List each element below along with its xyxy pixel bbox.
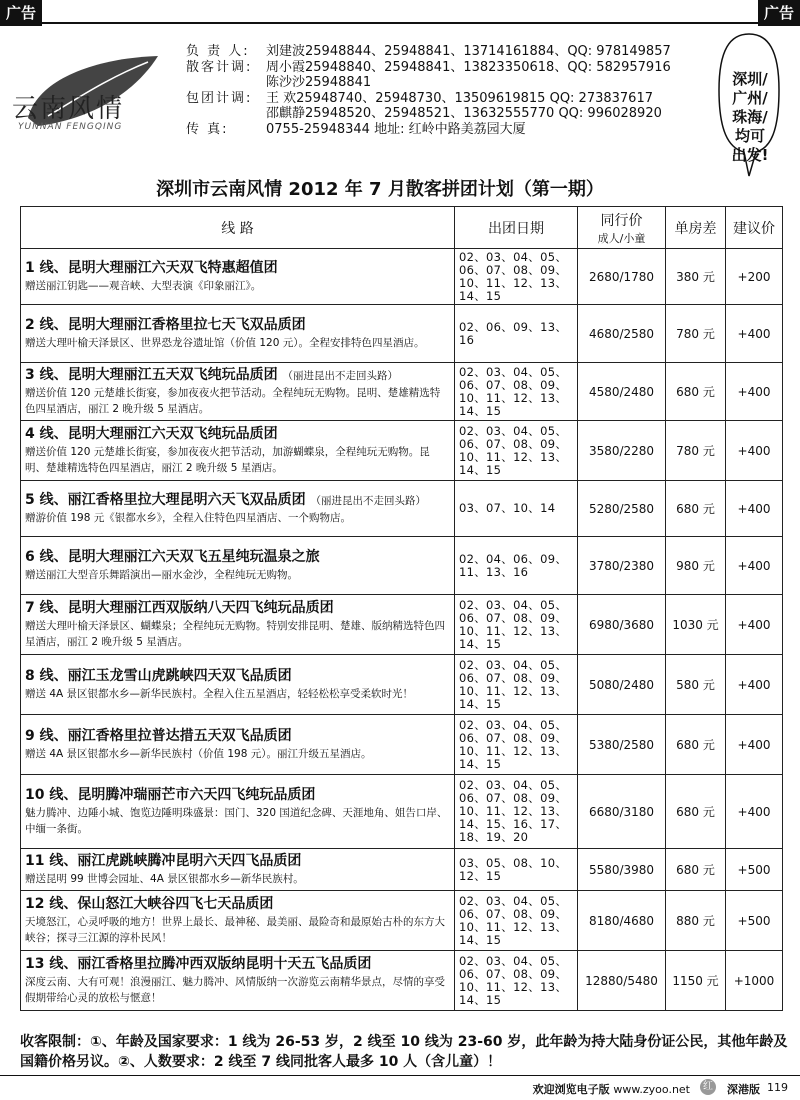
- contact-text: 周小霞25948840、25948841、13823350618、QQ: 582957916: [266, 59, 671, 75]
- route-name: [25, 955, 450, 974]
- route-cell: [21, 715, 455, 775]
- route-name: [25, 548, 450, 567]
- booking-limits: 收客限制：①、年龄及国家要求：1 线为 26-53 岁，2 线至 10 线为 23-60 岁，此年龄为持大陆身份证公民，其他年龄及国籍价格另议。②、人数要求：2 线至 7 线同批客人最多 10 人（含儿童）！: [20, 1034, 788, 1070]
- table-row: [21, 481, 783, 537]
- departure-dates: 02、03、04、05、06、07、08、09、10、11、12、13、14、15: [455, 595, 578, 655]
- route-title: 13 线、丽江香格里拉腾冲西双版纳昆明十天五飞品质团: [25, 956, 372, 972]
- table-row: [21, 537, 783, 595]
- peer-price: 3580/2280: [578, 421, 666, 481]
- suggested-price: +400: [726, 481, 783, 537]
- contact-line: [186, 122, 671, 138]
- route-name: [25, 727, 450, 746]
- footer-web: [533, 1081, 690, 1097]
- header-dates: 出团日期: [455, 207, 578, 249]
- footer-web-label: 欢迎浏览电子版: [532, 1083, 610, 1096]
- table-row: [21, 595, 783, 655]
- suggested-price: +400: [726, 537, 783, 595]
- single-supplement: 780 元: [666, 305, 726, 363]
- route-cell: [21, 421, 455, 481]
- table-row: [21, 421, 783, 481]
- route-name: [25, 491, 450, 510]
- contact-line: [186, 75, 671, 91]
- bubble-line: 深圳/: [732, 70, 768, 88]
- contact-block: [186, 44, 671, 137]
- peer-price: 2680/1780: [578, 249, 666, 305]
- suggested-price: +200: [726, 249, 783, 305]
- route-note: （丽进昆出不走回头路）: [310, 495, 426, 507]
- table-row: [21, 363, 783, 421]
- route-description: 深度云南、大有可观！浪漫丽江、魅力腾冲、风情版纳一次游览云南精华景点，尽情的享受假期带给心灵的放松与惬意！: [25, 976, 445, 1004]
- header-suggested-price: 建议价: [726, 207, 783, 249]
- departure-dates: 02、04、06、09、11、13、16: [455, 537, 578, 595]
- departure-dates: 02、03、04、05、06、07、08、09、10、11、12、13、14、15、16、17、18、19、20: [455, 775, 578, 849]
- route-cell: [21, 775, 455, 849]
- contact-text: 王 欢25948740、25948730、13509619815 QQ: 273837617: [266, 90, 653, 106]
- header-price: [578, 207, 666, 249]
- peer-price: 6680/3180: [578, 775, 666, 849]
- peer-price: 3780/2380: [578, 537, 666, 595]
- route-description: 赠送 4A 景区银都水乡—新华民族村（价值 198 元）。丽江升级五星酒店。: [25, 748, 372, 760]
- route-cell: [21, 481, 455, 537]
- contact-label: 传 真:: [186, 121, 229, 137]
- departure-dates: 02、06、09、13、16: [455, 305, 578, 363]
- route-title: 11 线、丽江虎跳峡腾冲昆明六天四飞品质团: [25, 853, 302, 869]
- suggested-price: +400: [726, 305, 783, 363]
- route-title: 6 线、昆明大理丽江六天双飞五星纯玩温泉之旅: [25, 549, 320, 565]
- peer-price: 12880/5480: [578, 951, 666, 1011]
- route-cell: [21, 249, 455, 305]
- table-row: [21, 951, 783, 1011]
- table-header-row: [21, 207, 783, 249]
- contact-line: [186, 44, 671, 60]
- route-title: 7 线、昆明大理丽江西双版纳八天四飞纯玩品质团: [25, 600, 334, 616]
- route-title: 1 线、昆明大理丽江六天双飞特惠超值团: [25, 260, 278, 276]
- route-cell: [21, 595, 455, 655]
- page-title: 深圳市云南风情 2012 年 7 月散客拼团计划（第一期）: [156, 179, 604, 200]
- route-name: [25, 259, 450, 278]
- footer-url[interactable]: www.zyoo.net: [613, 1083, 690, 1096]
- departure-dates: 02、03、04、05、06、07、08、09、10、11、12、13、14、15: [455, 249, 578, 305]
- departure-dates: 02、03、04、05、06、07、08、09、10、11、12、13、14、15: [455, 715, 578, 775]
- suggested-price: +500: [726, 891, 783, 951]
- route-title: 5 线、丽江香格里拉大理昆明六天飞双品质团: [25, 492, 306, 508]
- ad-tag-right: 广告: [758, 0, 800, 26]
- tour-schedule-table: [20, 206, 783, 1011]
- suggested-price: +400: [726, 655, 783, 715]
- table-row: [21, 655, 783, 715]
- departure-dates: 02、03、04、05、06、07、08、09、10、11、12、13、14、15: [455, 421, 578, 481]
- route-name: [25, 852, 450, 871]
- route-title: 8 线、丽江玉龙雪山虎跳峡四天双飞品质团: [25, 668, 292, 684]
- route-description: 赠游价值 198 元《银都水乡》，全程入住特色四星酒店、一个购物店。: [25, 512, 351, 524]
- contact-text: 邵麒静25948520、25948521、13632555770 QQ: 996028920: [266, 106, 662, 121]
- peer-price: 5580/3980: [578, 849, 666, 891]
- table-row: [21, 305, 783, 363]
- single-supplement: 880 元: [666, 891, 726, 951]
- route-title: 3 线、昆明大理丽江五天双飞纯玩品质团: [25, 367, 278, 383]
- single-supplement: 680 元: [666, 849, 726, 891]
- route-title: 9 线、丽江香格里拉普达措五天双飞品质团: [25, 728, 292, 744]
- departure-dates: 02、03、04、05、06、07、08、09、10、11、12、13、14、15: [455, 951, 578, 1011]
- peer-price: 5380/2580: [578, 715, 666, 775]
- contact-text: 陈沙沙25948841: [266, 75, 372, 90]
- contact-label: 包团计调:: [186, 90, 253, 106]
- route-cell: [21, 655, 455, 715]
- departure-cities-note: [722, 70, 778, 165]
- suggested-price: +400: [726, 421, 783, 481]
- suggested-price: +400: [726, 775, 783, 849]
- single-supplement: 980 元: [666, 537, 726, 595]
- single-supplement: 680 元: [666, 363, 726, 421]
- route-title: 10 线、昆明腾冲瑞丽芒市六天四飞纯玩品质团: [25, 787, 316, 803]
- footer-mark-icon: 红: [700, 1079, 716, 1095]
- bubble-line: 珠海/: [732, 108, 768, 126]
- peer-price: 4680/2580: [578, 305, 666, 363]
- route-description: 天境怒江，心灵呼吸的地方！世界上最长、最神秘、最美丽、最险奇和最原始古朴的东方大峡谷；探寻三江源的淳朴民风！: [25, 916, 445, 944]
- contact-text: 0755-25948344 地址: 红岭中路美荔园大厦: [266, 121, 526, 137]
- departure-dates: 02、03、04、05、06、07、08、09、10、11、12、13、14、15: [455, 655, 578, 715]
- departure-dates: 02、03、04、05、06、07、08、09、10、11、12、13、14、15: [455, 363, 578, 421]
- route-name: [25, 786, 450, 805]
- route-description: 赠送 4A 景区银都水乡—新华民族村。全程入住五星酒店，轻轻松松享受柔软时光！: [25, 688, 414, 700]
- route-name: [25, 667, 450, 686]
- single-supplement: 680 元: [666, 775, 726, 849]
- route-name: [25, 316, 450, 335]
- bubble-line: 出发!: [731, 146, 769, 164]
- logo-subtitle: YUNNAN FENGQING: [18, 122, 123, 132]
- route-description: 魅力腾冲、边陲小城、饱览边陲明珠盛景：国门、320 国道纪念碑、天涯地角、姐告口岸、中缅一条街。: [25, 807, 448, 835]
- table-row: [21, 715, 783, 775]
- route-title: 2 线、昆明大理丽江香格里拉七天飞双品质团: [25, 317, 306, 333]
- footer-edition: 深港版: [727, 1083, 760, 1096]
- bubble-line: 均可: [734, 127, 765, 145]
- peer-price: 5280/2580: [578, 481, 666, 537]
- suggested-price: +1000: [726, 951, 783, 1011]
- route-cell: [21, 849, 455, 891]
- contact-line: [186, 91, 671, 107]
- single-supplement: 680 元: [666, 481, 726, 537]
- route-description: 赠送大理叶榆天泽景区、世界恐龙谷遗址馆（价值 120 元）。全程安排特色四星酒店。: [25, 337, 425, 349]
- page-number: 119: [767, 1081, 788, 1094]
- route-description: 赠送丽江钥匙——观音峡、大型表演《印象丽江》。: [25, 280, 262, 292]
- contact-label: 负 责 人:: [186, 44, 250, 59]
- table-row: [21, 891, 783, 951]
- route-title: 4 线、昆明大理丽江六天双飞纯玩品质团: [25, 426, 278, 442]
- route-cell: [21, 891, 455, 951]
- table-row: [21, 249, 783, 305]
- peer-price: 6980/3680: [578, 595, 666, 655]
- header-price-sub: 成人/小童: [597, 231, 646, 245]
- route-name: [25, 895, 450, 914]
- departure-dates: 03、05、08、10、12、15: [455, 849, 578, 891]
- contact-label: 散客计调:: [186, 59, 253, 75]
- route-description: 赠送昆明 99 世博会园址、4A 景区银都水乡—新华民族村。: [25, 873, 304, 885]
- header-single-supplement: 单房差: [666, 207, 726, 249]
- route-cell: [21, 363, 455, 421]
- route-cell: [21, 951, 455, 1011]
- route-cell: [21, 537, 455, 595]
- suggested-price: +400: [726, 363, 783, 421]
- route-note: （丽进昆出不走回头路）: [282, 370, 398, 382]
- table-row: [21, 775, 783, 849]
- route-description: 赠送丽江大型音乐舞蹈演出—丽水金沙，全程纯玩无购物。: [25, 569, 298, 581]
- contact-text: 刘建波25948844、25948841、13714161884、QQ: 978149857: [266, 44, 671, 59]
- contact-line: [186, 106, 671, 122]
- route-title: 12 线、保山怒江大峡谷四飞七天品质团: [25, 896, 274, 912]
- peer-price: 8180/4680: [578, 891, 666, 951]
- header-rule: [0, 22, 800, 24]
- page-footer: [0, 1075, 800, 1098]
- route-name: [25, 599, 450, 618]
- single-supplement: 1150 元: [666, 951, 726, 1011]
- suggested-price: +400: [726, 715, 783, 775]
- single-supplement: 1030 元: [666, 595, 726, 655]
- header-price-label: 同行价: [600, 212, 643, 229]
- suggested-price: +400: [726, 595, 783, 655]
- route-description: 赠送价值 120 元楚雄长街宴，参加夜夜火把节活动。全程纯玩无购物。昆明、楚雄精选特色四星酒店，丽江 2 晚升级 5 星酒店。: [25, 387, 441, 415]
- route-description: 赠送大理叶榆天泽景区、蝴蝶泉；全程纯玩无购物。特别安排昆明、楚雄、版纳精选特色四星酒店，丽江 2 晚升级 5 星酒店。: [25, 620, 445, 648]
- peer-price: 4580/2480: [578, 363, 666, 421]
- header-route: 线 路: [21, 207, 455, 249]
- route-name: [25, 425, 450, 444]
- logo-text: 云南风情: [12, 94, 125, 124]
- departure-dates: 02、03、04、05、06、07、08、09、10、11、12、13、14、15: [455, 891, 578, 951]
- suggested-price: +500: [726, 849, 783, 891]
- route-name: [25, 366, 450, 385]
- single-supplement: 680 元: [666, 715, 726, 775]
- table-row: [21, 849, 783, 891]
- departure-dates: 03、07、10、14: [455, 481, 578, 537]
- ad-tag-left: 广告: [0, 0, 42, 26]
- single-supplement: 780 元: [666, 421, 726, 481]
- contact-line: [186, 60, 671, 76]
- bubble-line: 广州/: [732, 89, 768, 107]
- route-cell: [21, 305, 455, 363]
- single-supplement: 580 元: [666, 655, 726, 715]
- peer-price: 5080/2480: [578, 655, 666, 715]
- route-description: 赠送价值 120 元楚雄长街宴，参加夜夜火把节活动，加游蝴蝶泉，全程纯玩无购物。昆明、楚雄精选特色四星酒店，丽江 2 晚升级 5 星酒店。: [25, 446, 430, 474]
- single-supplement: 380 元: [666, 249, 726, 305]
